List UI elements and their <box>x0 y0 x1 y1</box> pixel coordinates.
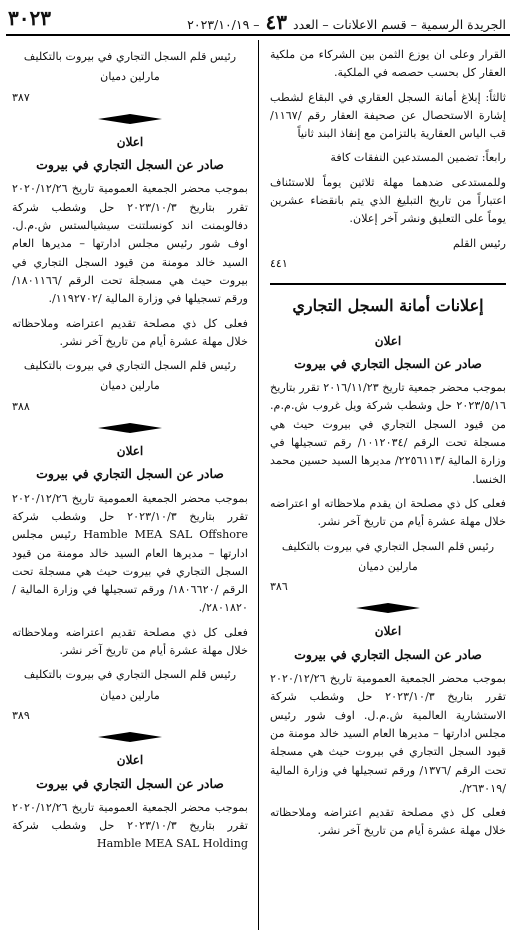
page-header <box>0 0 516 40</box>
notice-number: ٣٨٨ <box>12 399 30 413</box>
paragraph: القرار وعلى ان يوزع الثمن بين الشركاء من ملكية العقار كل بحسب حصصه في الملكية. <box>270 48 506 80</box>
notice-title: اعلان <box>116 444 144 459</box>
notice-continued <box>12 751 248 853</box>
notice-body-text: رئيس مجلس ادارتها – مديرها العام السيد خالد مومنة من قيود السجل التجاري في بيروت حيث هي مسجلة تحت الرقم /١٨٠٦٦٢٠/ ورقم تسجيلها في وزارة المالية /٢٨٠١٨٢٠/. <box>12 528 249 615</box>
notice-objection: فعلى كل ذي مصلحة تقديم اعتراضه وملاحظاته خلال مهلة عشرة أيام من تاريخ آخر نشر. <box>12 316 248 348</box>
signature-title: رئيس قلم السجل التجاري في بيروت بالتكليف <box>23 50 237 63</box>
notice-number: ٤٤١ <box>270 256 288 270</box>
notice-number: ٣٨٦ <box>270 580 288 594</box>
header-title <box>187 10 506 34</box>
paragraph: وللمستدعى ضدهما مهلة ثلاثين يوماً للاستئناف اعتباراً من تاريخ التبليغ الذي يتم بانقضاء عشرين يوماً على التعليق ونشر آخر إعلان. <box>270 175 506 226</box>
signature-title: رئيس القلم <box>452 236 506 250</box>
gazette-title: الجريدة الرسمية – قسم الاعلانات – العدد <box>293 17 506 32</box>
right-column <box>270 46 506 847</box>
notice-issuer: صادر عن السجل التجاري في بيروت <box>36 157 224 173</box>
section-rule <box>270 283 506 285</box>
notice-unnumbered <box>270 622 506 840</box>
notice-388 <box>12 133 248 416</box>
notice-objection: فعلى كل ذي مصلحة تقديم اعتراضه وملاحظاته خلال مهلة عشرة أيام من تاريخ آخر نشر. <box>12 625 248 658</box>
notice-title: اعلان <box>374 624 402 639</box>
paragraph: رابعاً: تضمين المستدعين النفقات كافة <box>330 151 506 165</box>
notice-number: ٣٨٧ <box>12 90 30 104</box>
separator-ornament <box>270 602 506 614</box>
notice-title: اعلان <box>116 134 144 149</box>
notice-objection: فعلى كل ذي مصلحة تقديم اعتراضه وملاحظاته خلال مهلة عشرة أيام من تاريخ آخر نشر. <box>270 806 506 838</box>
signature-title: رئيس قلم السجل التجاري في بيروت بالتكليف <box>23 359 237 373</box>
notice-389 <box>12 442 248 725</box>
notice-issuer: صادر عن السجل التجاري في بيروت <box>294 355 482 371</box>
left-column <box>12 46 248 860</box>
notice-body <box>12 799 248 854</box>
signature-name: مارلين دميان <box>100 688 160 702</box>
signature-name: مارلين دميان <box>100 70 160 84</box>
signature-name: مارلين دميان <box>358 559 418 573</box>
notice-body: بموجب محضر جمعية تاريخ ٢٠١٦/١١/٢٣ تقرر بتاريخ ٢٠٢٣/٥/١٦ حل وشطب شركة ويل غروب ش.م.م. من قيود السجل التجاري في بيروت حيث هي مسجلة تحت الرقم /١٠١٢٠٣٤/ رقم تسجيلها في وزارة المالية /٢٢٥٦١١٣/ مديرها السيد حسين محمد الخنسا. <box>270 381 506 486</box>
company-name: Hamble MEA SAL Offshore <box>83 528 248 542</box>
notice-issuer: صادر عن السجل التجاري في بيروت <box>36 466 224 482</box>
notice-objection: فعلى كل ذي مصلحة ان يقدم ملاحظاته او اعتراضه خلال مهلة عشرة أيام من تاريخ آخر نشر. <box>270 496 506 529</box>
notice-body <box>12 490 248 618</box>
separator-ornament <box>12 731 248 743</box>
issue-date: – ٢٠٢٣/١٠/١٩ <box>187 17 260 32</box>
paragraph: ثالثاً: إبلاغ أمانة السجل العقاري في البقاع لشطب إشارة الاستحصال عن صحيفة العقار رقم /١١٦٧/ قب الياس العقارية بالتزامن مع إنفاذ البند ثانياً <box>270 90 506 141</box>
signature-title: رئيس قلم السجل التجاري في بيروت بالتكليف <box>23 668 237 682</box>
section-heading: إعلانات أمانة السجل التجاري <box>292 296 484 316</box>
notice-title: اعلان <box>374 333 402 348</box>
notice-issuer: صادر عن السجل التجاري في بيروت <box>294 646 482 662</box>
header-rule <box>6 34 510 36</box>
notice-body: بموجب محضر الجمعية العمومية تاريخ ٢٠٢٠/١٢/٢٦ تقرر بتاريخ ٢٠٢٣/١٠/٣ حل وشطب شركة الاستشارية العالمية ش.م.ل. اوف شور رئيس مجلس ادارتها – مديرها العام السيد خالد مومنة من قيود السجل التجاري في بيروت حيث هي مسجلة تحت الرقم /١٣٧٦/ ورقم تسجيلها في وزارة المالية /٢٦٣٠١٩/. <box>270 672 507 795</box>
signature-title: رئيس قلم السجل التجاري في بيروت بالتكليف <box>281 539 495 553</box>
notice-386 <box>270 332 506 597</box>
column-divider <box>258 40 259 930</box>
company-name: Hamble MEA SAL Holding <box>96 837 248 851</box>
separator-ornament <box>12 422 248 434</box>
notice-body-text: بموجب محضر الجمعية العمومية تاريخ ٢٠٢٠/١٢/٢٦ تقرر بتاريخ ٢٠٢٣/١٠/٣ حل وشطب شركة <box>12 491 248 523</box>
notice-title: اعلان <box>116 753 144 768</box>
notice-issuer: صادر عن السجل التجاري في بيروت <box>36 775 224 791</box>
notice-number: ٣٨٩ <box>12 708 30 722</box>
separator-ornament <box>12 113 248 125</box>
notice-body-text: بموجب محضر الجمعية العمومية تاريخ ٢٠٢٠/١٢/٢٦ تقرر بتاريخ ٢٠٢٣/١٠/٣ حل وشطب شركة <box>12 800 248 833</box>
notice-body: بموجب محضر الجمعية العمومية تاريخ ٢٠٢٠/١٢/٢٦ تقرر بتاريخ ٢٠٢٣/١٠/٣ حل وشطب شركة دفالوبمنت اند كونسلتنت سيشيالستس ش.م.ل. اوف شور رئيس مجلس ادارتها – مديرها العام السيد خالد مومنة من قيود السجل التجاري في بيروت حيث هي مسجلة تحت الرقم /١٨٠١١٦٦/ ورقم تسجيلها في وزارة المالية /١١٩٢٧٠٢/. <box>12 182 248 306</box>
page-number: ٣٠٢٣ <box>8 6 51 30</box>
signature-name: مارلين دميان <box>100 379 160 393</box>
issue-number: ٤٣ <box>265 10 288 34</box>
